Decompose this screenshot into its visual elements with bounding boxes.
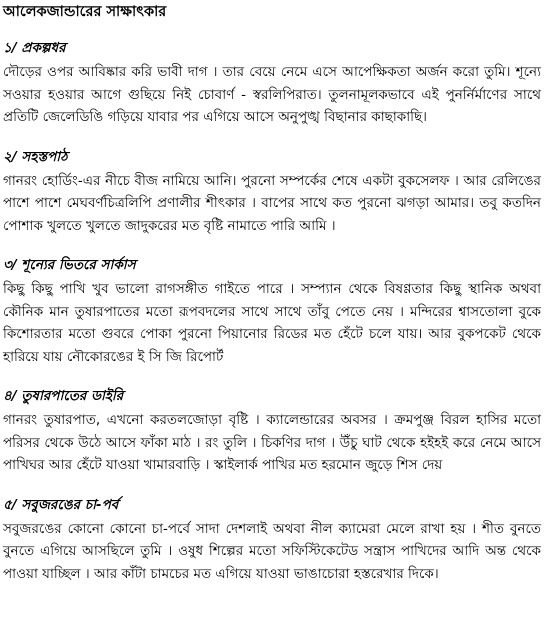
section-heading: ৪/ তুষারপাতের ডাইরি [3, 388, 124, 404]
section-heading: ২/ সহস্তপাঠ [3, 148, 68, 165]
section-body: সবুজরঙের কোনো কোনো চা-পর্বে সাদা দেশলাই অথবা নীল ক্যামেরা মেলে রাখা হয় । শীত বুনতে বুনতে এগিয়ে আসছিলে তুমি । ওষুধ শিল্পের মতো সফিস্টিকেটেড সন্ত্রাস পাখিদের আদি অন্ত থেকে পাওয়া যাচ্ছিল । আর কাঁটা চামচের মত এগিয়ে যাওয়া ভাঙাচোরা হস্তরেখার দিকে। [3, 520, 541, 582]
poem-section-2 [3, 147, 541, 238]
section-heading: ১/ প্রকল্পধর [3, 40, 66, 56]
section-spacer [3, 477, 541, 495]
section-body: দৌড়ের ওপর আবিষ্কার করি ভাবী দাগ । তার বেয়ে নেমে এসে আপেক্ষিকতা অর্জন করো তুমি। শূন্যে সওয়ার হওয়ার আগে গুছিয়ে নিই চোবার্ণ - স্বরলিপিরাত। তুলনামূলকভাবে এই পুনর্নির্মাণের সাথে প্রতিটি জেলেডিঙি গড়িয়ে যাবার পর এগিয়ে আসে অনুপুঙ্খ বিছানার কাছাকাছি। [3, 64, 541, 125]
poem-section-3 [3, 255, 541, 368]
section-heading: ৫/ সবুজরঙের চা-পর্ব [3, 496, 119, 513]
document [3, 2, 541, 585]
poem-section-5 [3, 495, 541, 586]
poem-section-4 [3, 386, 541, 477]
section-body: কিছু কিছু পাখি খুব ভালো রাগসঙ্গীত গাইতে পারে । সম্প্যান থেকে বিষণ্ণতার কিছু স্থানিক অথবা কৌনিক মান তুষারপাতের মতো রূপবদলের সাথে সাথে তাঁবু পেতে নেয় । মন্দিরের শ্বাসতোলা বুকে কিশোরতার মতো গুবরে পোকা পুরনো পিয়ানোর রিডের মত হেঁটে চলে যায়। আর বুকপকেট থেকে হারিয়ে যায় নৌকোরঙের ই সি জি রিপোর্ট [3, 281, 541, 365]
section-body: গানরং হোর্ডিং-এর নীচে বীজ নামিয়ে আনি। পুরনো সম্পর্কের শেষে একটা বুকসেলফ । আর রেলিঙের পাশে পাশে মেঘবর্ণচিত্রলিপি প্রণালীর শীৎকার । বাপের সাথে কত পুরনো ঝগড়া আমার। তবু কতদিন পোশাক খুলতে খুলতে জাদুকরের মত বৃষ্টি নামাতে পারি আমি । [3, 172, 541, 234]
section-body: গানরং তুষারপাত, এখনো করতলজোড়া বৃষ্টি । ক্যালেন্ডারের অবসর । ক্রমপুঞ্জ বিরল হাসির মতো পরিসর থেকে উঠে আসে ফাঁকা মাঠ । রং তুলি । চিকণির দাগ । উঁচু ঘাট থেকে হইহই করে নেমে আসে পাখিঘর আর হেঁটে যাওয়া খামারবাড়ি । স্কাইলার্ক পাখির মত হরমোন জুড়ে শিস দেয় [3, 412, 541, 473]
section-heading: ৩/ শূন্যের ভিতরে সার্কাস [3, 257, 136, 273]
section-spacer [3, 129, 541, 147]
section-spacer [3, 237, 541, 255]
document-title: আলেকজান্ডারের সাক্ষাৎকার [3, 4, 167, 20]
section-spacer [3, 368, 541, 386]
poem-section-1 [3, 38, 541, 129]
